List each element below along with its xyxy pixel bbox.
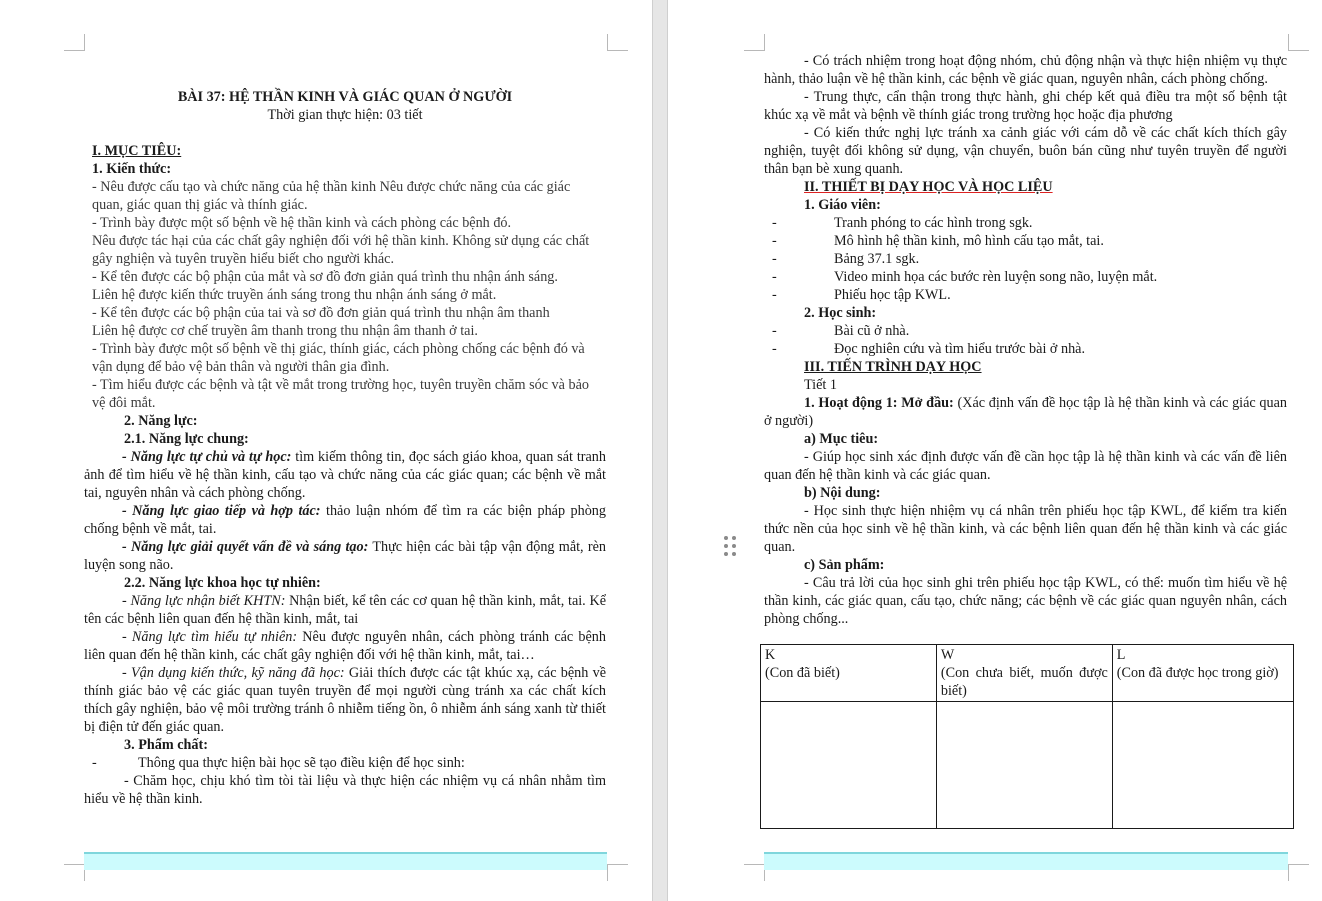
product-text: - Câu trả lời của học sinh ghi trên phiếu học tập KWL, có thể: muốn tìm hiểu về hệ thần kinh, các giác quan, cấu tạo, chức năng; các bệnh về các giác quan nguyên nhân, cách phòng chống... — [764, 575, 1287, 627]
crop-mark — [1288, 864, 1309, 881]
table-cell-l: L (Con đã được học trong giờ) — [1112, 645, 1293, 702]
crop-mark — [607, 864, 628, 881]
list-item: - Bài cũ ở nhà. — [764, 322, 1287, 340]
right-text-column — [764, 52, 1287, 628]
crop-mark — [64, 34, 85, 51]
lesson-title: BÀI 37: HỆ THẦN KINH VÀ GIÁC QUAN Ở NGƯỜI — [177, 89, 513, 105]
list-item: - Phiếu học tập KWL. — [764, 286, 1287, 304]
knowledge-item: - Trình bày được một số bệnh về thị giác, thính giác, cách phòng chống các bệnh đó và vận dụng để bảo vệ bản thân và người thân gia đình. — [92, 341, 585, 375]
drag-handle-icon[interactable] — [724, 536, 738, 556]
content-text: - Học sinh thực hiện nhiệm vụ cá nhân trên phiếu học tập KWL, để kiểm tra kiến thức nền của học sinh về hệ thần kinh, và các bệnh liên quan đến hệ thần kinh và các giác quan. — [764, 503, 1287, 555]
science-competency-heading: 2.2. Năng lực khoa học tự nhiên: — [124, 575, 321, 591]
page-gutter — [652, 0, 668, 901]
knowledge-item: Liên hệ được cơ chế truyền âm thanh trong thu nhận âm thanh ở tai. — [92, 323, 478, 339]
competency-heading: 2. Năng lực: — [124, 413, 198, 429]
list-item: - Bảng 37.1 sgk. — [764, 250, 1287, 268]
section-objectives: I. MỤC TIÊU: — [92, 143, 182, 159]
table-row — [761, 702, 1294, 829]
knowledge-item: - Nêu được cấu tạo và chức năng của hệ thần kinh Nêu được chức năng của các giác quan, giác quan thị giác và thính giác. — [92, 179, 571, 213]
table-cell-empty[interactable] — [761, 702, 937, 829]
activity-heading: 1. Hoạt động 1: Mở đầu: (Xác định vấn đề học tập là hệ thần kinh và các giác quan ở người) — [764, 395, 1287, 429]
section-process: III. TIẾN TRÌNH DẠY HỌC — [804, 359, 982, 375]
crop-mark — [744, 864, 765, 881]
list-item: - Video minh họa các bước rèn luyện song não, luyện mắt. — [764, 268, 1287, 286]
footer-band — [84, 852, 607, 870]
student-materials-list — [764, 322, 1287, 358]
competency-item: - Năng lực giải quyết vấn đề và sáng tạo: Thực hiện các bài tập vận động mắt, rèn luyện song não. — [84, 539, 606, 573]
knowledge-heading: 1. Kiến thức: — [92, 161, 172, 177]
competency-item: - Năng lực giao tiếp và hợp tác: thảo luận nhóm để tìm ra các biện pháp phòng chống bệnh về mắt, tai. — [84, 503, 606, 537]
table-row — [761, 645, 1294, 702]
competency-item: - Vận dụng kiến thức, kỹ năng đã học: Giải thích được các tật khúc xạ, các bệnh về thính giác bảo vệ các giác quan tuyên truyền để mọi người cùng tránh xa các chất kích thích gây nghiện, bảo vệ môi trường tránh ô nhiễm tiếng ồn, ô nhiễm ánh sáng xanh từ thiết bị điện tử đến giác quan. — [84, 665, 606, 735]
section-equipment: II. THIẾT BỊ DẠY HỌC VÀ HỌC LIỆU — [804, 179, 1053, 195]
qualities-intro: - Thông qua thực hiện bài học sẽ tạo điều kiện để học sinh: — [84, 754, 606, 772]
left-text-column — [84, 88, 606, 808]
content-heading: b) Nội dung: — [804, 485, 881, 501]
list-item: - Mô hình hệ thần kinh, mô hình cấu tạo mắt, tai. — [764, 232, 1287, 250]
lesson-period: Tiết 1 — [804, 377, 837, 393]
teacher-heading: 1. Giáo viên: — [804, 197, 881, 213]
footer-band — [764, 852, 1288, 870]
qualities-item: - Chăm học, chịu khó tìm tòi tài liệu và thực hiện các nhiệm vụ cá nhân nhằm tìm hiểu về hệ thần kinh. — [84, 773, 606, 807]
crop-mark — [64, 864, 85, 881]
knowledge-item: Liên hệ được kiến thức truyền ánh sáng trong thu nhận ánh sáng ở mắt. — [92, 287, 497, 303]
competency-item: - Năng lực tự chủ và tự học: tìm kiếm thông tin, đọc sách giáo khoa, quan sát tranh ảnh để tìm hiểu về hệ thần kinh, cấu tạo và chức năng của các giác quan; các bệnh về mắt tai, nguyên nhân và cách phòng chống. — [84, 449, 606, 501]
lesson-duration: Thời gian thực hiện: 03 tiết — [267, 107, 423, 123]
qualities-item: - Trung thực, cẩn thận trong thực hành, ghi chép kết quả điều tra một số bệnh tật khúc xạ về mắt và bệnh về thính giác trong trường học hoặc địa phương — [764, 89, 1287, 123]
qualities-heading: 3. Phẩm chất: — [124, 737, 208, 753]
knowledge-item: Nêu được tác hại của các chất gây nghiện đối với hệ thần kinh. Không sử dụng các chất gây nghiện và tuyên truyền hiểu biết cho người khác. — [92, 233, 590, 267]
list-item: - Đọc nghiên cứu và tìm hiểu trước bài ở nhà. — [764, 340, 1287, 358]
crop-mark — [607, 34, 628, 51]
table-cell-empty[interactable] — [1112, 702, 1293, 829]
competency-item: - Năng lực tìm hiểu tự nhiên: Nêu được nguyên nhân, cách phòng tránh các bệnh liên quan đến hệ thần kinh, các chất gây nghiện đối với hệ thần kinh, mắt, tai… — [84, 629, 606, 663]
list-item: - Tranh phóng to các hình trong sgk. — [764, 214, 1287, 232]
table-cell-w: W (Con chưa biết, muốn được biết) — [936, 645, 1112, 702]
student-heading: 2. Học sinh: — [804, 305, 877, 321]
general-competency-heading: 2.1. Năng lực chung: — [124, 431, 249, 447]
qualities-item: - Có kiến thức nghị lực tránh xa cảnh giác với cám dỗ về các chất kích thích gây nghiện, tuyệt đối không sử dụng, vận chuyển, buôn bán cũng như tuyên truyền để người thân bạn bè xung quanh. — [764, 125, 1287, 177]
knowledge-list — [84, 178, 606, 412]
kwl-table — [760, 644, 1294, 829]
crop-mark — [1288, 34, 1309, 51]
knowledge-item: - Trình bày được một số bệnh về hệ thần kinh và cách phòng các bệnh đó. — [92, 215, 512, 231]
product-heading: c) Sản phẩm: — [804, 557, 885, 573]
objective-text: - Giúp học sinh xác định được vấn đề cần học tập là hệ thần kinh và các vấn đề liên quan đến hệ thần kinh và các giác quan. — [764, 449, 1287, 483]
knowledge-item: - Tìm hiểu được các bệnh và tật về mắt trong trường học, tuyên truyền chăm sóc và bảo vệ đôi mắt. — [92, 377, 589, 411]
qualities-item: - Có trách nhiệm trong hoạt động nhóm, chủ động nhận và thực hiện nhiệm vụ thực hành, thảo luận về hệ thần kinh, các bệnh về giác quan, nguyên nhân, cách phòng chống. — [764, 53, 1287, 87]
objective-heading: a) Mục tiêu: — [804, 431, 879, 447]
teacher-materials-list — [764, 214, 1287, 304]
knowledge-item: - Kể tên được các bộ phận của mắt và sơ đồ đơn giản quá trình thu nhận ánh sáng. — [92, 269, 558, 285]
table-cell-k: K (Con đã biết) — [761, 645, 937, 702]
crop-mark — [744, 34, 765, 51]
knowledge-item: - Kể tên được các bộ phận của tai và sơ đồ đơn giản quá trình thu nhận âm thanh — [92, 305, 550, 321]
competency-item: - Năng lực nhận biết KHTN: Nhận biết, kể tên các cơ quan hệ thần kinh, mắt, tai. Kể tên các bệnh liên quan đến hệ thần kinh, mắt, tai — [84, 593, 606, 627]
table-cell-empty[interactable] — [936, 702, 1112, 829]
